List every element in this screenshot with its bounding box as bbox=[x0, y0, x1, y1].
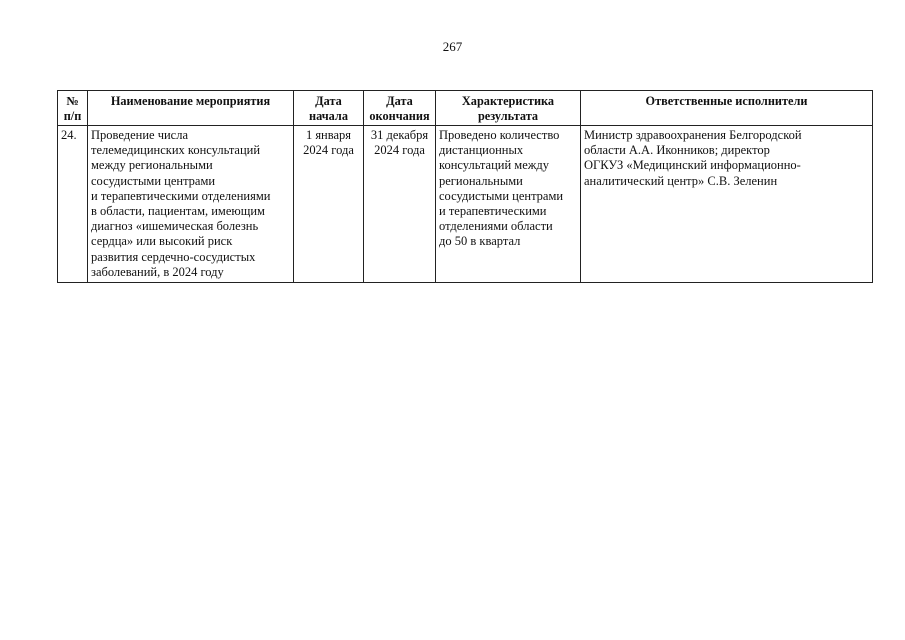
row-num: 24. bbox=[58, 126, 88, 283]
row-start-date: 1 января 2024 года bbox=[294, 126, 364, 283]
header-responsible: Ответственные исполнители bbox=[581, 91, 873, 126]
activities-table bbox=[57, 90, 873, 283]
header-end-date: Дата окончания bbox=[364, 91, 436, 126]
header-num: № п/п bbox=[58, 91, 88, 126]
row-end-date: 31 декабря 2024 года bbox=[364, 126, 436, 283]
row-responsible: Министр здравоохранения Белгородской области А.А. Иконников; директор ОГКУЗ «Медицинский информационно- аналитический центр» С.В. Зеленин bbox=[581, 126, 873, 283]
header-name: Наименование мероприятия bbox=[88, 91, 294, 126]
table-row bbox=[58, 126, 873, 283]
table-header-row bbox=[58, 91, 873, 126]
row-activity-name: Проведение числа телемедицинских консультаций между региональными сосудистыми центрами и терапевтическими отделениями в области, пациентам, имеющим диагноз «ишемическая болезнь сердца» или высокий риск развития сердечно-сосудистых заболеваний, в 2024 году bbox=[88, 126, 294, 283]
header-result: Характеристика результата bbox=[436, 91, 581, 126]
header-start-date: Дата начала bbox=[294, 91, 364, 126]
page-number: 267 bbox=[442, 39, 463, 54]
row-result: Проведено количество дистанционных консультаций между региональными сосудистыми центрами и терапевтическими отделениями области до 50 в квартал bbox=[436, 126, 581, 283]
